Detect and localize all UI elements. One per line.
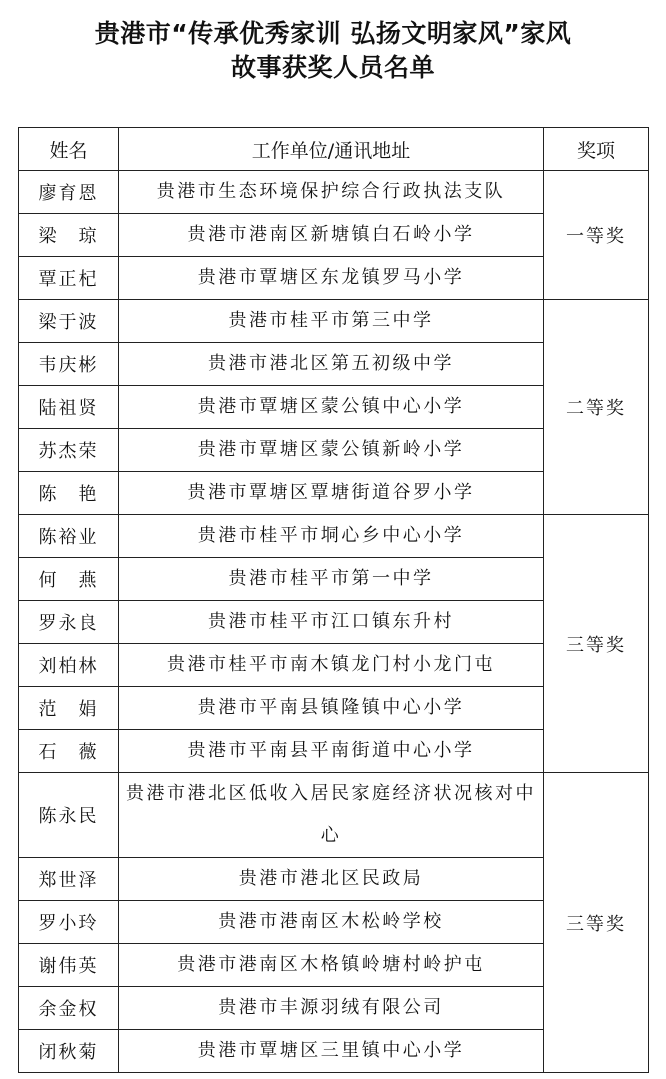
document-title-line1: 贵港市“传承优秀家训 弘扬文明家风”家风	[94, 19, 572, 48]
winner-name: 闭秋菊	[19, 1030, 119, 1073]
table-row	[19, 300, 649, 343]
winner-unit: 贵港市港北区低收入居民家庭经济状况核对中心	[119, 773, 544, 858]
winner-name: 廖育恩	[19, 171, 119, 214]
winner-name: 石 薇	[19, 730, 119, 773]
header-unit: 工作单位/通讯地址	[119, 128, 544, 171]
winner-name: 郑世泽	[19, 858, 119, 901]
winner-name: 陈永民	[19, 773, 119, 858]
winner-name: 罗永良	[19, 601, 119, 644]
winner-unit: 贵港市桂平市第三中学	[119, 300, 544, 343]
winner-name: 梁 琼	[19, 214, 119, 257]
table-body	[19, 171, 649, 1073]
winner-unit: 贵港市覃塘区东龙镇罗马小学	[119, 257, 544, 300]
award-level: 一等奖	[544, 171, 649, 300]
winner-name: 范 娟	[19, 687, 119, 730]
winner-unit: 贵港市丰源羽绒有限公司	[119, 987, 544, 1030]
document-title-line2: 故事获奖人员名单	[230, 53, 435, 82]
table-row	[19, 515, 649, 558]
winner-name: 罗小玲	[19, 901, 119, 944]
winner-name: 陈裕业	[19, 515, 119, 558]
table-row	[19, 773, 649, 858]
winner-unit: 贵港市港北区民政局	[119, 858, 544, 901]
winner-unit: 贵港市桂平市江口镇东升村	[119, 601, 544, 644]
winner-unit: 贵港市港北区第五初级中学	[119, 343, 544, 386]
winner-unit: 贵港市港南区木松岭学校	[119, 901, 544, 944]
winner-name: 覃正杞	[19, 257, 119, 300]
winner-unit: 贵港市平南县镇隆镇中心小学	[119, 687, 544, 730]
winner-unit: 贵港市桂平市第一中学	[119, 558, 544, 601]
winner-unit: 贵港市覃塘区蒙公镇新岭小学	[119, 429, 544, 472]
award-level: 三等奖	[544, 515, 649, 773]
winner-unit: 贵港市覃塘区三里镇中心小学	[119, 1030, 544, 1073]
winner-unit: 贵港市桂平市南木镇龙门村小龙门屯	[119, 644, 544, 687]
header-award: 奖项	[544, 128, 649, 171]
winner-name: 陈 艳	[19, 472, 119, 515]
winner-unit: 贵港市桂平市垌心乡中心小学	[119, 515, 544, 558]
winner-unit: 贵港市港南区木格镇岭塘村岭护屯	[119, 944, 544, 987]
table-row	[19, 171, 649, 214]
winner-name: 陆祖贤	[19, 386, 119, 429]
award-level: 二等奖	[544, 300, 649, 515]
table-header-row	[19, 128, 649, 171]
winner-name: 梁于波	[19, 300, 119, 343]
winner-name: 谢伟英	[19, 944, 119, 987]
header-name: 姓名	[19, 128, 119, 171]
winner-name: 苏杰荣	[19, 429, 119, 472]
winner-unit: 贵港市生态环境保护综合行政执法支队	[119, 171, 544, 214]
winner-name: 何 燕	[19, 558, 119, 601]
winner-name: 余金权	[19, 987, 119, 1030]
winner-unit: 贵港市覃塘区覃塘街道谷罗小学	[119, 472, 544, 515]
winner-name: 刘柏林	[19, 644, 119, 687]
award-table	[18, 127, 649, 1073]
winner-name: 韦庆彬	[19, 343, 119, 386]
winner-unit: 贵港市覃塘区蒙公镇中心小学	[119, 386, 544, 429]
award-level: 三等奖	[544, 773, 649, 1073]
winner-unit: 贵港市港南区新塘镇白石岭小学	[119, 214, 544, 257]
winner-unit: 贵港市平南县平南街道中心小学	[119, 730, 544, 773]
